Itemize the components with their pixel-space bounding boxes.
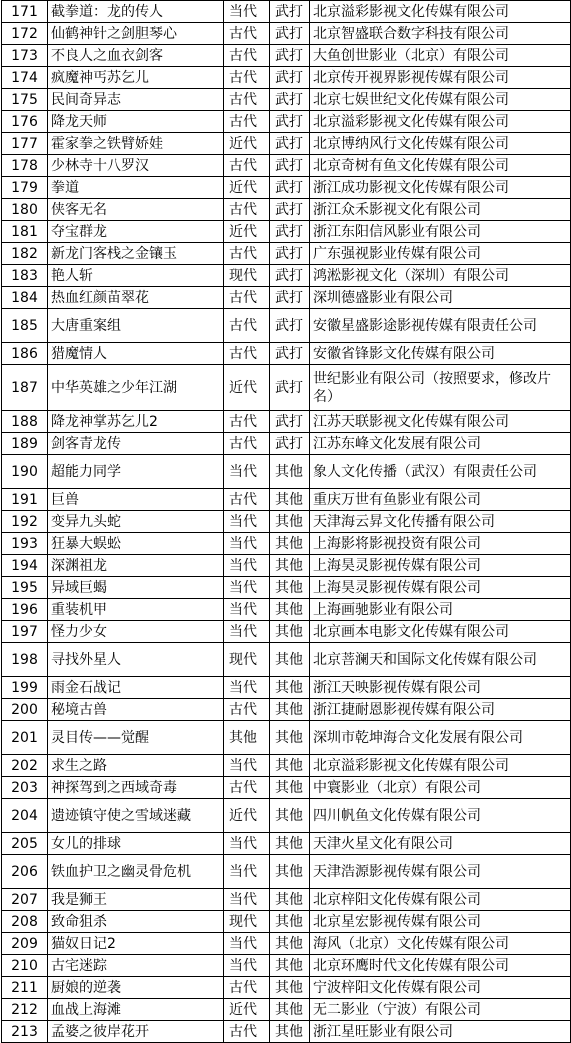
film-era: 当代: [224, 1, 270, 23]
film-era: 古代: [224, 309, 270, 343]
row-number: 182: [2, 243, 48, 265]
table-row: [2, 45, 571, 67]
production-company: 北京七娱世纪文化传媒有限公司: [310, 89, 571, 111]
film-era: 近代: [224, 177, 270, 199]
row-number: 187: [2, 365, 48, 411]
film-era: 现代: [224, 643, 270, 677]
table-row: [2, 721, 571, 755]
film-era: 近代: [224, 365, 270, 411]
table-row: [2, 511, 571, 533]
production-company: 北京菩澜天和国际文化传媒有限公司: [310, 643, 571, 677]
table-row: [2, 533, 571, 555]
production-company: 安徽省锋影文化传媒有限公司: [310, 343, 571, 365]
film-title: 霍家拳之铁臂娇娃: [48, 133, 224, 155]
film-era: 近代: [224, 999, 270, 1021]
film-genre: 其他: [270, 699, 310, 721]
film-era: 当代: [224, 621, 270, 643]
production-company: 安徽星盛影途影视传媒有限责任公司: [310, 309, 571, 343]
production-company: 江苏天联影视文化传媒有限公司: [310, 411, 571, 433]
row-number: 208: [2, 911, 48, 933]
row-number: 184: [2, 287, 48, 309]
table-row: [2, 777, 571, 799]
film-era: 古代: [224, 89, 270, 111]
production-company: 天津火星文化有限公司: [310, 833, 571, 855]
film-genre: 其他: [270, 799, 310, 833]
row-number: 178: [2, 155, 48, 177]
film-genre: 其他: [270, 755, 310, 777]
film-title: 重装机甲: [48, 599, 224, 621]
table-row: [2, 999, 571, 1021]
film-genre: 其他: [270, 555, 310, 577]
table-row: [2, 489, 571, 511]
film-era: 当代: [224, 599, 270, 621]
film-era: 当代: [224, 833, 270, 855]
row-number: 185: [2, 309, 48, 343]
film-era: 古代: [224, 155, 270, 177]
table-row: [2, 1021, 571, 1043]
film-genre: 其他: [270, 533, 310, 555]
row-number: 211: [2, 977, 48, 999]
production-company: 天津浩源影视传媒有限公司: [310, 855, 571, 889]
film-genre: 武打: [270, 45, 310, 67]
film-title: 古宅迷踪: [48, 955, 224, 977]
table-row: [2, 855, 571, 889]
film-era: 古代: [224, 45, 270, 67]
film-era: 古代: [224, 433, 270, 455]
film-title: 剑客青龙传: [48, 433, 224, 455]
production-company: 浙江天映影视传媒有限公司: [310, 677, 571, 699]
film-era: 当代: [224, 533, 270, 555]
film-genre: 其他: [270, 643, 310, 677]
production-company: 北京梓阳文化传媒有限公司: [310, 889, 571, 911]
table-row: [2, 111, 571, 133]
film-genre: 武打: [270, 265, 310, 287]
row-number: 172: [2, 23, 48, 45]
row-number: 180: [2, 199, 48, 221]
film-title: 寻找外星人: [48, 643, 224, 677]
row-number: 188: [2, 411, 48, 433]
film-genre: 其他: [270, 1021, 310, 1043]
production-company: 鸿淞影视文化（深圳）有限公司: [310, 265, 571, 287]
table-row: [2, 309, 571, 343]
table-body: [2, 1, 571, 1043]
table-row: [2, 933, 571, 955]
row-number: 200: [2, 699, 48, 721]
film-era: 近代: [224, 799, 270, 833]
film-title: 遗迹镇守使之雪域迷藏: [48, 799, 224, 833]
film-genre: 武打: [270, 433, 310, 455]
production-company: 北京溢彩影视文化传媒有限公司: [310, 755, 571, 777]
production-company: 北京博纳风行文化传媒有限公司: [310, 133, 571, 155]
film-title: 致命狙杀: [48, 911, 224, 933]
film-title: 民间奇异志: [48, 89, 224, 111]
film-era: 当代: [224, 511, 270, 533]
row-number: 183: [2, 265, 48, 287]
film-genre: 武打: [270, 1, 310, 23]
film-genre: 武打: [270, 23, 310, 45]
table-row: [2, 889, 571, 911]
table-row: [2, 265, 571, 287]
production-company: 重庆万世有鱼影业有限公司: [310, 489, 571, 511]
film-era: 当代: [224, 577, 270, 599]
row-number: 191: [2, 489, 48, 511]
film-title: 降龙天师: [48, 111, 224, 133]
table-row: [2, 411, 571, 433]
production-company: 世纪影业有限公司（按照要求，修改片名）: [310, 365, 571, 411]
table-row: [2, 221, 571, 243]
row-number: 193: [2, 533, 48, 555]
row-number: 212: [2, 999, 48, 1021]
table-row: [2, 177, 571, 199]
film-genre: 其他: [270, 833, 310, 855]
film-title: 变异九头蛇: [48, 511, 224, 533]
film-era: 古代: [224, 977, 270, 999]
table-row: [2, 799, 571, 833]
film-title: 深渊祖龙: [48, 555, 224, 577]
film-era: 现代: [224, 911, 270, 933]
film-era: 古代: [224, 411, 270, 433]
production-company: 深圳市乾坤海合文化发展有限公司: [310, 721, 571, 755]
row-number: 197: [2, 621, 48, 643]
table-row: [2, 89, 571, 111]
film-era: 古代: [224, 23, 270, 45]
film-title: 血战上海滩: [48, 999, 224, 1021]
film-genre: 武打: [270, 111, 310, 133]
film-era: 古代: [224, 111, 270, 133]
production-company: 上海昊灵影视传媒有限公司: [310, 577, 571, 599]
row-number: 198: [2, 643, 48, 677]
film-era: 当代: [224, 555, 270, 577]
table-row: [2, 577, 571, 599]
film-title: 艳人斩: [48, 265, 224, 287]
film-genre: 武打: [270, 243, 310, 265]
film-title: 少林寺十八罗汉: [48, 155, 224, 177]
film-title: 孟婆之彼岸花开: [48, 1021, 224, 1043]
table-row: [2, 67, 571, 89]
row-number: 205: [2, 833, 48, 855]
row-number: 176: [2, 111, 48, 133]
film-title: 疯魔神丐苏乞儿: [48, 67, 224, 89]
film-era: 古代: [224, 777, 270, 799]
row-number: 206: [2, 855, 48, 889]
film-title: 热血红颜苗翠花: [48, 287, 224, 309]
row-number: 210: [2, 955, 48, 977]
film-genre: 武打: [270, 309, 310, 343]
film-era: 现代: [224, 265, 270, 287]
table-row: [2, 343, 571, 365]
table-row: [2, 433, 571, 455]
film-genre: 其他: [270, 721, 310, 755]
film-genre: 其他: [270, 977, 310, 999]
film-genre: 其他: [270, 911, 310, 933]
production-company: 海风（北京）文化传媒有限公司: [310, 933, 571, 955]
film-era: 其他: [224, 721, 270, 755]
film-era: 当代: [224, 889, 270, 911]
film-title: 侠客无名: [48, 199, 224, 221]
film-title: 新龙门客栈之金镶玉: [48, 243, 224, 265]
row-number: 202: [2, 755, 48, 777]
film-genre: 其他: [270, 577, 310, 599]
row-number: 186: [2, 343, 48, 365]
film-title: 巨兽: [48, 489, 224, 511]
film-genre: 其他: [270, 599, 310, 621]
production-company: 北京奇树有鱼文化传媒有限公司: [310, 155, 571, 177]
film-era: 当代: [224, 755, 270, 777]
film-genre: 其他: [270, 999, 310, 1021]
table-row: [2, 833, 571, 855]
production-company: 上海画驰影业有限公司: [310, 599, 571, 621]
film-title: 异域巨蝎: [48, 577, 224, 599]
production-company: 无二影业（宁波）有限公司: [310, 999, 571, 1021]
production-company: 四川帆鱼文化传媒有限公司: [310, 799, 571, 833]
production-company: 北京溢彩影视文化传媒有限公司: [310, 111, 571, 133]
table-row: [2, 365, 571, 411]
film-title: 秘境古兽: [48, 699, 224, 721]
film-genre: 武打: [270, 411, 310, 433]
table-row: [2, 643, 571, 677]
production-company: 北京环鹰时代文化传媒有限公司: [310, 955, 571, 977]
film-title: 神探驾到之西域奇毒: [48, 777, 224, 799]
film-genre: 其他: [270, 777, 310, 799]
film-title: 狂暴大蜈蚣: [48, 533, 224, 555]
film-era: 古代: [224, 287, 270, 309]
table-row: [2, 155, 571, 177]
row-number: 201: [2, 721, 48, 755]
row-number: 177: [2, 133, 48, 155]
film-era: 当代: [224, 855, 270, 889]
production-company: 浙江捷耐恩影视传媒有限公司: [310, 699, 571, 721]
production-company: 广东强视影业传媒有限公司: [310, 243, 571, 265]
film-title: 怪力少女: [48, 621, 224, 643]
film-genre: 武打: [270, 177, 310, 199]
table-row: [2, 677, 571, 699]
film-title: 不良人之血衣剑客: [48, 45, 224, 67]
film-era: 古代: [224, 1021, 270, 1043]
film-title: 灵目传——觉醒: [48, 721, 224, 755]
table-row: [2, 243, 571, 265]
film-genre: 其他: [270, 933, 310, 955]
production-company: 中寰影业（北京）有限公司: [310, 777, 571, 799]
film-genre: 武打: [270, 67, 310, 89]
film-title: 截拳道：龙的传人: [48, 1, 224, 23]
film-genre: 其他: [270, 677, 310, 699]
row-number: 204: [2, 799, 48, 833]
row-number: 173: [2, 45, 48, 67]
production-company: 北京溢彩影视文化传媒有限公司: [310, 1, 571, 23]
production-company: 江苏东峰文化发展有限公司: [310, 433, 571, 455]
film-title: 大唐重案组: [48, 309, 224, 343]
film-genre: 其他: [270, 489, 310, 511]
film-genre: 武打: [270, 343, 310, 365]
row-number: 192: [2, 511, 48, 533]
table-row: [2, 955, 571, 977]
production-company: 浙江成功影视文化传媒有限公司: [310, 177, 571, 199]
film-title: 拳道: [48, 177, 224, 199]
film-era: 古代: [224, 199, 270, 221]
film-era: 古代: [224, 67, 270, 89]
film-title: 雨金石战记: [48, 677, 224, 699]
film-title: 中华英雄之少年江湖: [48, 365, 224, 411]
row-number: 199: [2, 677, 48, 699]
row-number: 190: [2, 455, 48, 489]
row-number: 203: [2, 777, 48, 799]
film-title: 厨娘的逆袭: [48, 977, 224, 999]
film-genre: 武打: [270, 365, 310, 411]
table-row: [2, 287, 571, 309]
production-company: 北京画本电影文化传媒有限公司: [310, 621, 571, 643]
row-number: 175: [2, 89, 48, 111]
production-company: 上海影将影视投资有限公司: [310, 533, 571, 555]
production-company: 浙江东阳信风影业有限公司: [310, 221, 571, 243]
table-row: [2, 599, 571, 621]
production-company: 上海昊灵影视传媒有限公司: [310, 555, 571, 577]
film-title: 女儿的排球: [48, 833, 224, 855]
film-era: 当代: [224, 455, 270, 489]
film-genre: 武打: [270, 133, 310, 155]
film-era: 当代: [224, 933, 270, 955]
production-company: 宁波梓阳文化传媒有限公司: [310, 977, 571, 999]
film-title: 仙鹤神针之剑胆琴心: [48, 23, 224, 45]
film-title: 求生之路: [48, 755, 224, 777]
film-era: 近代: [224, 133, 270, 155]
film-genre: 其他: [270, 455, 310, 489]
film-genre: 其他: [270, 511, 310, 533]
film-title: 我是狮王: [48, 889, 224, 911]
film-title: 猎魔情人: [48, 343, 224, 365]
film-genre: 其他: [270, 621, 310, 643]
film-genre: 武打: [270, 89, 310, 111]
film-era: 当代: [224, 955, 270, 977]
table-row: [2, 755, 571, 777]
row-number: 213: [2, 1021, 48, 1043]
film-title: 猫奴日记2: [48, 933, 224, 955]
table-row: [2, 555, 571, 577]
table-row: [2, 199, 571, 221]
film-genre: 武打: [270, 287, 310, 309]
film-era: 古代: [224, 489, 270, 511]
table-row: [2, 699, 571, 721]
row-number: 194: [2, 555, 48, 577]
table-row: [2, 455, 571, 489]
production-company: 天津海云昇文化传播有限公司: [310, 511, 571, 533]
row-number: 174: [2, 67, 48, 89]
film-era: 当代: [224, 677, 270, 699]
film-era: 古代: [224, 243, 270, 265]
film-title: 铁血护卫之幽灵骨危机: [48, 855, 224, 889]
film-title: 夺宝群龙: [48, 221, 224, 243]
row-number: 171: [2, 1, 48, 23]
production-company: 北京星宏影视传媒有限公司: [310, 911, 571, 933]
row-number: 189: [2, 433, 48, 455]
table-row: [2, 977, 571, 999]
film-era: 古代: [224, 343, 270, 365]
row-number: 196: [2, 599, 48, 621]
film-genre: 武打: [270, 199, 310, 221]
film-list-table: [1, 0, 571, 1043]
production-company: 深圳德盛影业有限公司: [310, 287, 571, 309]
row-number: 181: [2, 221, 48, 243]
table-row: [2, 1, 571, 23]
table-row: [2, 911, 571, 933]
production-company: 北京传开视界影视传媒有限公司: [310, 67, 571, 89]
film-title: 超能力同学: [48, 455, 224, 489]
production-company: 浙江星旺影业有限公司: [310, 1021, 571, 1043]
table-row: [2, 621, 571, 643]
row-number: 209: [2, 933, 48, 955]
film-genre: 其他: [270, 855, 310, 889]
film-era: 近代: [224, 221, 270, 243]
production-company: 大鱼创世影业（北京）有限公司: [310, 45, 571, 67]
film-title: 降龙神掌苏乞儿2: [48, 411, 224, 433]
row-number: 207: [2, 889, 48, 911]
film-genre: 其他: [270, 955, 310, 977]
table-row: [2, 23, 571, 45]
production-company: 北京智盛联合数字科技有限公司: [310, 23, 571, 45]
row-number: 179: [2, 177, 48, 199]
row-number: 195: [2, 577, 48, 599]
production-company: 浙江众禾影视文化有限公司: [310, 199, 571, 221]
film-genre: 其他: [270, 889, 310, 911]
film-genre: 武打: [270, 155, 310, 177]
film-era: 古代: [224, 699, 270, 721]
film-genre: 武打: [270, 221, 310, 243]
production-company: 象人文化传播（武汉）有限责任公司: [310, 455, 571, 489]
table-row: [2, 133, 571, 155]
